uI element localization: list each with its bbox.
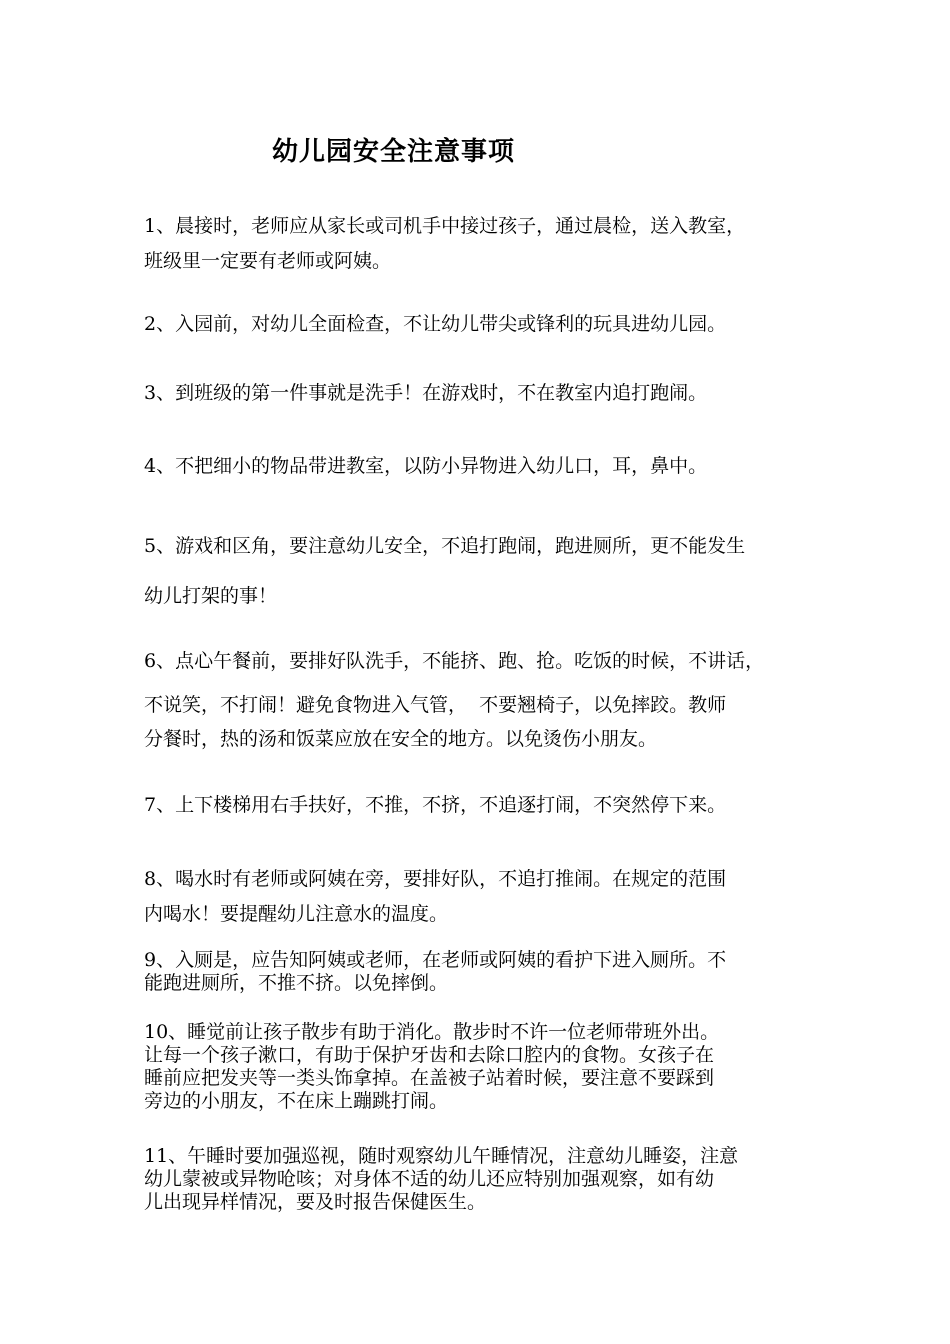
item-line: 3、到班级的第一件事就是洗手！在游戏时，不在教室内追打跑闹。 [144, 382, 708, 404]
item-line: 让每一个孩子漱口，有助于保护牙齿和去除口腔内的食物。女孩子在 [144, 1044, 715, 1066]
item-line: 儿出现异样情况，要及时报告保健医生。 [144, 1191, 487, 1213]
item-line: 睡前应把发夹等一类头饰拿掉。在盖被子站着时候，要注意不要踩到 [144, 1067, 715, 1089]
safety-item-5 [144, 521, 814, 621]
item-line: 5、游戏和区角，要注意幼儿安全，不追打跑闹，跑进厕所，更不能发生 [144, 535, 746, 557]
page-title: 幼儿园安全注意事项 [272, 137, 516, 167]
safety-item-4 [144, 449, 814, 484]
item-line: 班级里一定要有老师或阿姨。 [144, 250, 392, 272]
safety-item-7 [144, 788, 814, 823]
safety-item-2 [144, 307, 814, 342]
safety-item-3 [144, 376, 814, 411]
item-line: 7、上下楼梯用右手扶好，不推，不挤，不追逐打闹，不突然停下来。 [144, 794, 727, 816]
item-line: 幼儿打架的事！ [144, 585, 278, 607]
item-line: 10、睡觉前让孩子散步有助于消化。散步时不许一位老师带班外出。 [144, 1021, 720, 1043]
item-line: 内喝水！要提醒幼儿注意水的温度。 [144, 903, 449, 925]
item-line: 6、点心午餐前，要排好队洗手，不能挤、跑、抢。吃饭的时候，不讲话， [144, 650, 765, 672]
item-line: 4、不把细小的物品带进教室，以防小异物进入幼儿口，耳，鼻中。 [144, 455, 708, 477]
safety-item-1 [144, 209, 814, 279]
safety-item-10 [144, 1021, 814, 1113]
safety-item-11 [144, 1145, 814, 1214]
item-line: 能跑进厕所，不推不挤。以免摔倒。 [144, 972, 449, 994]
item-line: 2、入园前，对幼儿全面检查，不让幼儿带尖或锋利的玩具进幼儿园。 [144, 313, 727, 335]
safety-item-8 [144, 862, 814, 932]
safety-item-9 [144, 949, 814, 995]
safety-item-6 [144, 639, 814, 757]
item-line: 11、午睡时要加强巡视，随时观察幼儿午睡情况，注意幼儿睡姿，注意 [144, 1145, 739, 1167]
item-line: 8、喝水时有老师或阿姨在旁，要排好队，不追打推闹。在规定的范围 [144, 868, 727, 890]
item-line: 1、晨接时，老师应从家长或司机手中接过孩子，通过晨检，送入教室， [144, 215, 746, 237]
item-line: 分餐时，热的汤和饭菜应放在安全的地方。以免烫伤小朋友。 [144, 728, 658, 750]
item-line: 不说笑，不打闹！避免食物进入气管， 不要翘椅子，以免摔跤。教师 [144, 694, 727, 716]
item-line: 9、入厕是，应告知阿姨或老师，在老师或阿姨的看护下进入厕所。不 [144, 949, 727, 971]
item-line: 幼儿蒙被或异物呛咳；对身体不适的幼儿还应特别加强观察，如有幼 [144, 1168, 715, 1190]
item-line: 旁边的小朋友，不在床上蹦跳打闹。 [144, 1090, 449, 1112]
